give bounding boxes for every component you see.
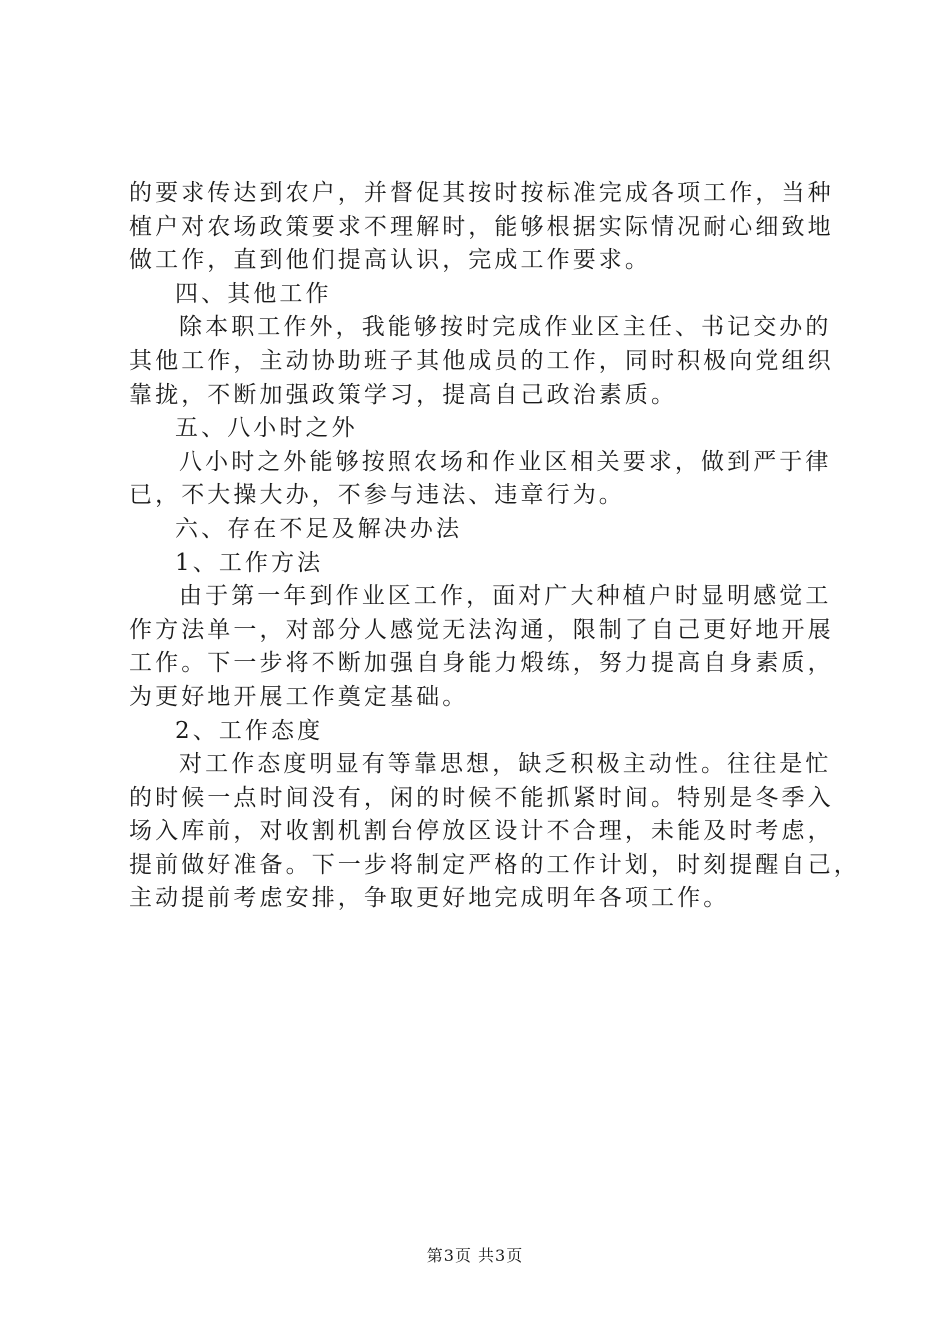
document-body [129, 177, 860, 916]
text-line: 提前做好准备。下一步将制定严格的工作计划，时刻提醒自己， [129, 851, 860, 878]
section-heading: 六、存在不足及解决办法 [175, 515, 463, 542]
text-line: 作方法单一，对部分人感觉无法沟通，限制了自己更好地开展 [129, 616, 834, 643]
text-line: 植户对农场政策要求不理解时，能够根据实际情况耐心细致地 [129, 213, 834, 240]
section-heading: 五、八小时之外 [175, 415, 358, 442]
paragraph-first-line: 八小时之外能够按照农场和作业区相关要求，做到严于律 [179, 448, 832, 475]
subsection-heading: 2、工作态度 [175, 717, 324, 744]
text-line: 的要求传达到农户，并督促其按时按标准完成各项工作，当种 [129, 180, 834, 206]
text-line: 靠拢，不断加强政策学习，提高自己政治素质。 [129, 381, 678, 408]
page-number-label: 第3页 共3页 [426, 1246, 524, 1265]
paragraph-first-line: 对工作态度明显有等靠思想，缺乏积极主动性。往往是忙 [179, 751, 832, 778]
paragraph-first-line: 由于第一年到作业区工作，面对广大种植户时显明感觉工 [179, 583, 832, 610]
text-line: 其他工作，主动协助班子其他成员的工作，同时积极向党组织 [129, 347, 834, 374]
text-line: 主动提前考虑安排，争取更好地完成明年各项工作。 [129, 885, 730, 912]
text-line: 做工作，直到他们提高认识，完成工作要求。 [129, 247, 651, 274]
section-heading: 四、其他工作 [175, 280, 332, 307]
text-line: 的时候一点时间没有，闲的时候不能抓紧时间。特别是冬季入 [129, 784, 834, 811]
paragraph-first-line: 除本职工作外，我能够按时完成作业区主任、书记交办的 [179, 314, 832, 341]
subsection-heading: 1、工作方法 [175, 549, 324, 576]
text-line: 场入库前，对收割机割台停放区设计不合理，未能及时考虑， [129, 818, 834, 845]
page-footer [0, 1244, 950, 1268]
text-line: 工作。下一步将不断加强自身能力煅练，努力提高自身素质， [129, 650, 834, 677]
text-line: 为更好地开展工作奠定基础。 [129, 683, 469, 710]
text-line: 已，不大操大办，不参与违法、违章行为。 [129, 482, 625, 509]
